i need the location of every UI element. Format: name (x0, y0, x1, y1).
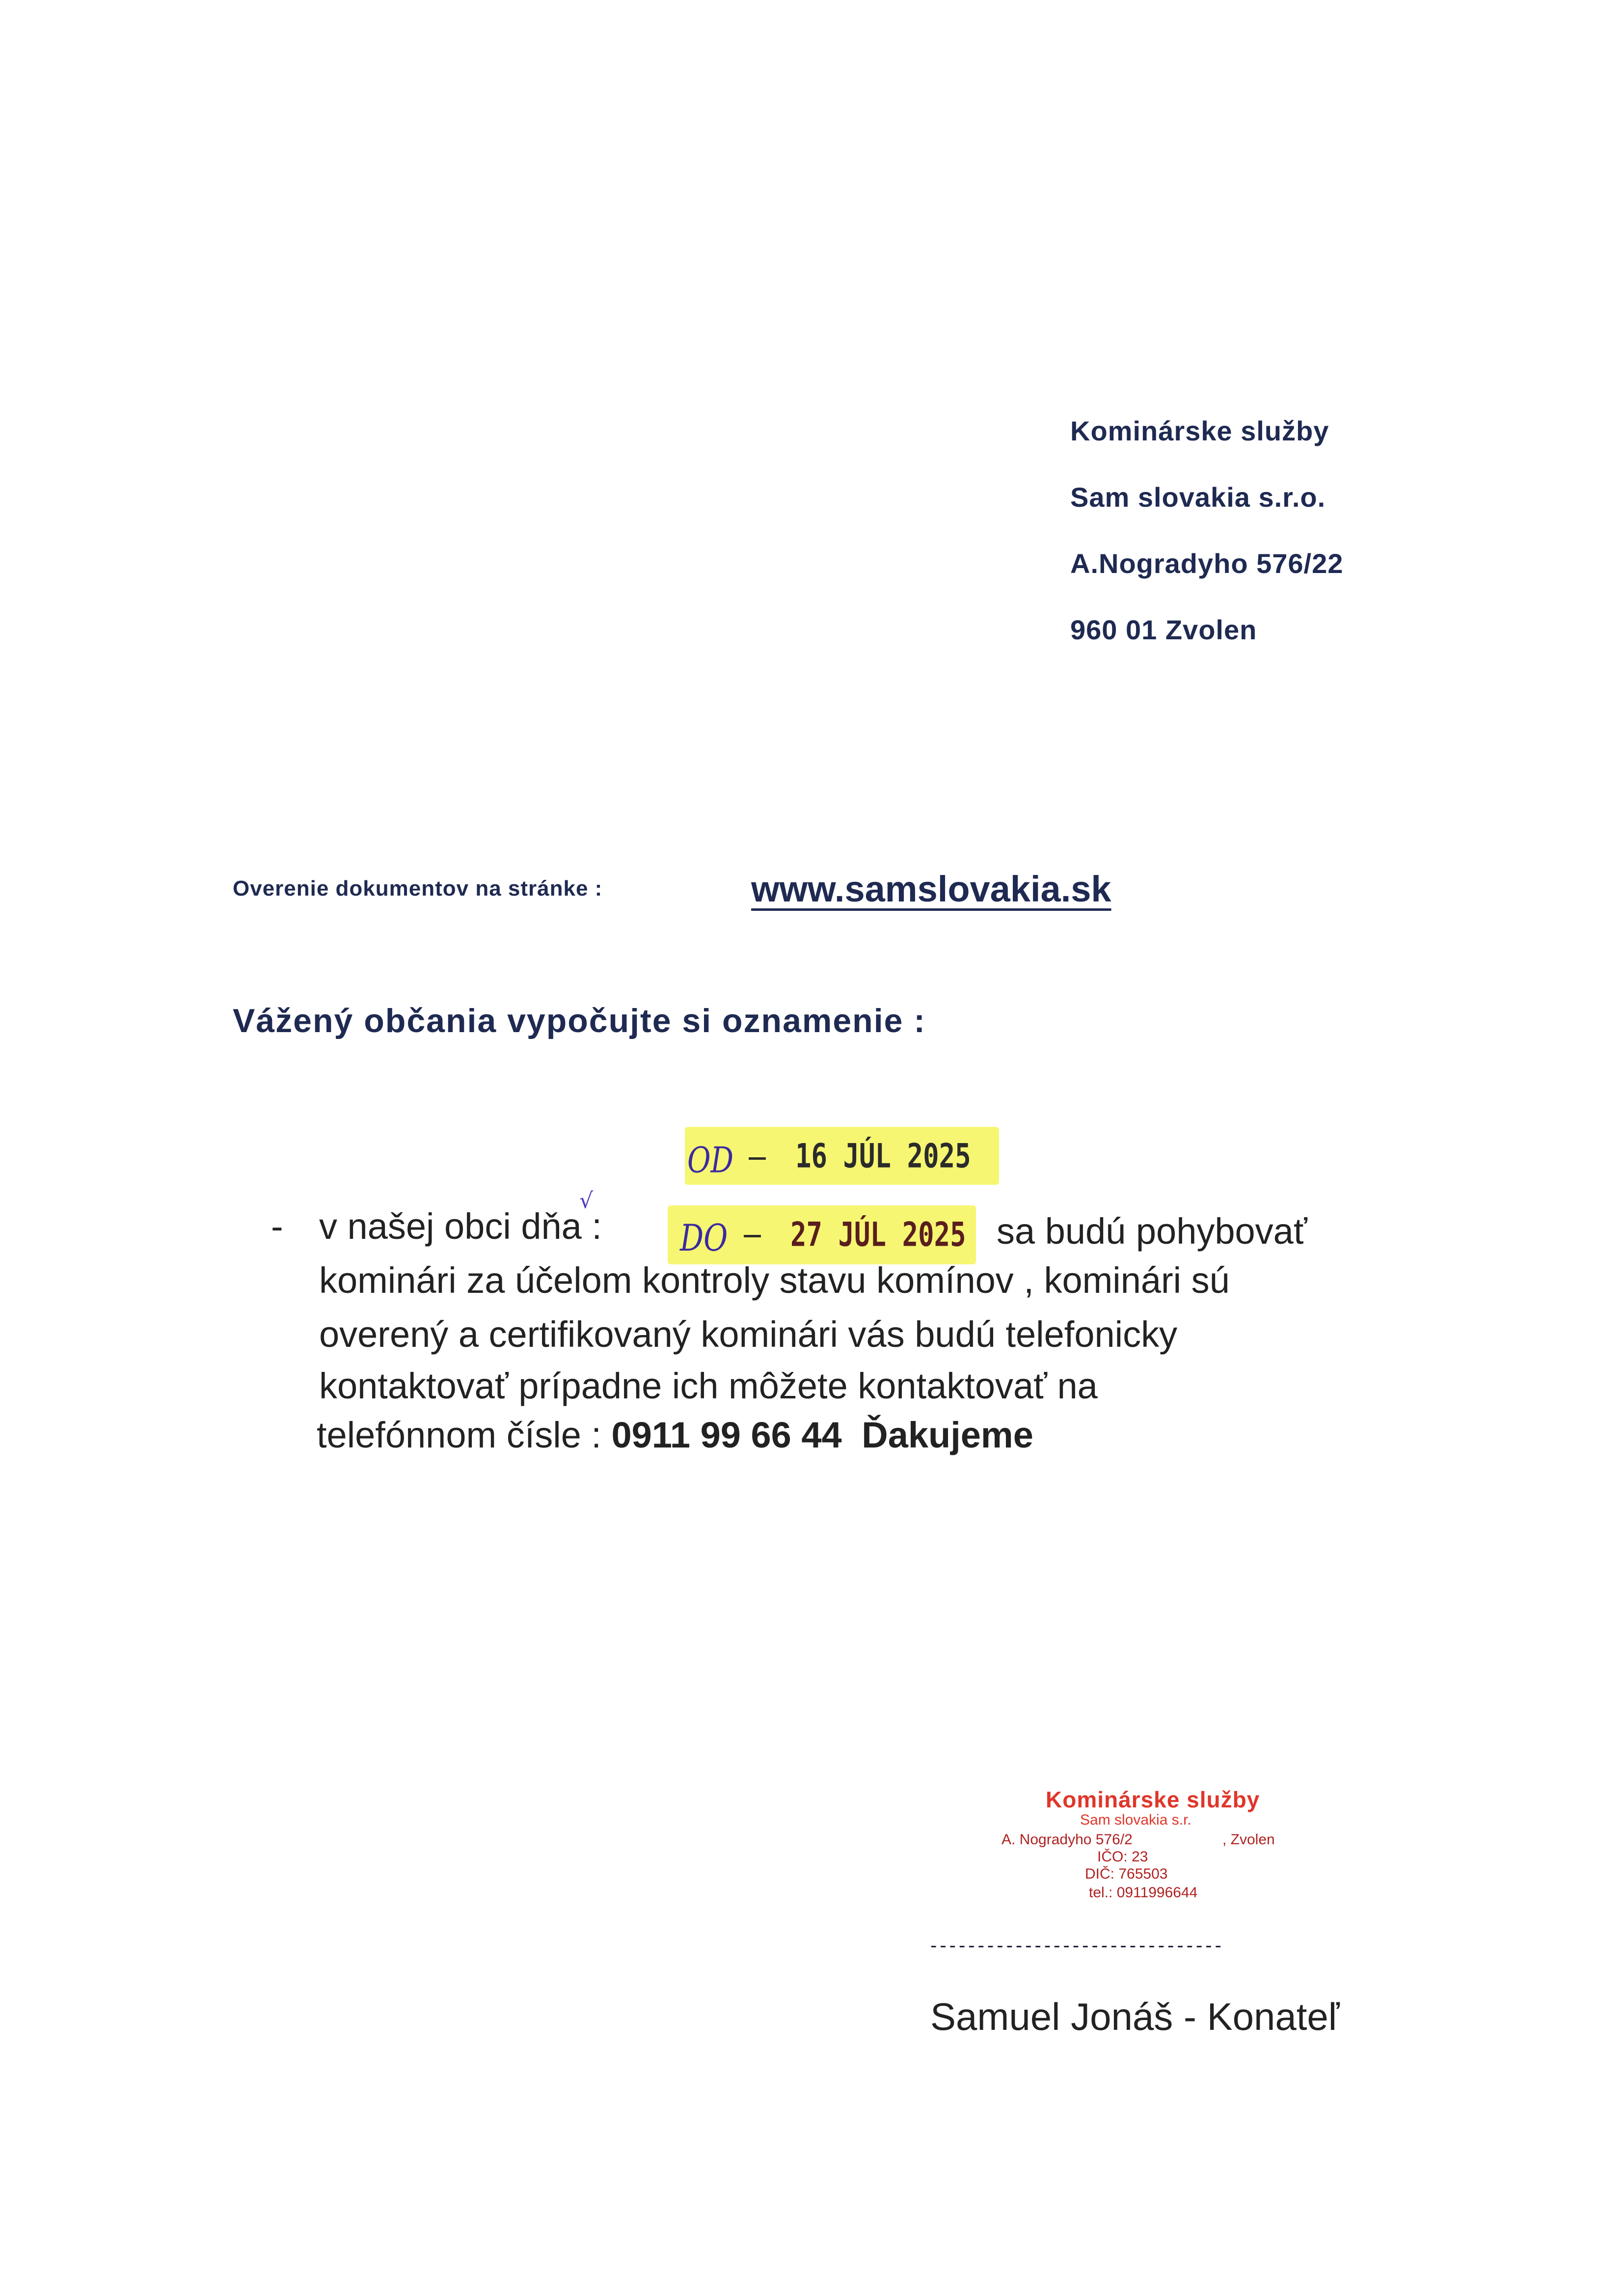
to-date-stamp: 27 JÚL 2025 (790, 1215, 966, 1254)
signature-line: ------------------------------- (930, 1935, 1224, 1956)
stamp-line-2-left: A. Nogradyho 576/2 (1001, 1831, 1133, 1848)
body-line-1a: v našej obci dňa : (319, 1206, 602, 1247)
body-line-5 (317, 1414, 1033, 1456)
phone-label: telefónnom čísle : (317, 1415, 601, 1455)
bullet-dash: - (271, 1206, 283, 1247)
phone-number: 0911 99 66 44 (611, 1415, 842, 1455)
sender-city-line: 960 01 Zvolen (1070, 614, 1257, 645)
body-line-3: overený a certifikovaný kominári vás budú telefonicky (319, 1314, 1178, 1355)
body-line-2: kominári za účelom kontroly stavu komínov , kominári sú (319, 1260, 1230, 1301)
verification-label: Overenie dokumentov na stránke : (233, 876, 603, 901)
body-line-1b: sa budú pohybovať (997, 1211, 1307, 1252)
to-prefix-handwritten: DO (680, 1217, 728, 1260)
to-dash: – (744, 1213, 761, 1255)
from-date-stamp: 16 JÚL 2025 (795, 1137, 971, 1175)
thanks-text: Ďakujeme (862, 1415, 1033, 1455)
signature-name: Samuel Jonáš - Konateľ (930, 1995, 1340, 2038)
check-mark-handwritten: √ (579, 1188, 594, 1213)
verification-link[interactable]: www.samslovakia.sk (751, 869, 1111, 909)
body-line-4: kontaktovať prípadne ich môžete kontaktovať na (319, 1365, 1098, 1406)
sender-name-line: Sam slovakia s.r.o. (1070, 482, 1326, 513)
stamp-line-4: DIČ: 765503 (1085, 1866, 1168, 1882)
sender-company-line: Kominárske služby (1070, 415, 1329, 446)
stamp-title: Kominárske služby (1046, 1787, 1260, 1812)
stamp-line-3: IČO: 23 (1097, 1849, 1148, 1865)
stamp-line-2-right: , Zvolen (1222, 1831, 1275, 1848)
from-dash: – (749, 1135, 766, 1177)
from-prefix-handwritten: OD (687, 1139, 734, 1181)
greeting-heading: Vážený občania vypočujte si oznamenie : (233, 1002, 926, 1039)
stamp-line-1: Sam slovakia s.r. (1080, 1812, 1191, 1828)
stamp-line-5: tel.: 0911996644 (1089, 1884, 1198, 1901)
sender-street-line: A.Nogradyho 576/22 (1070, 548, 1344, 579)
